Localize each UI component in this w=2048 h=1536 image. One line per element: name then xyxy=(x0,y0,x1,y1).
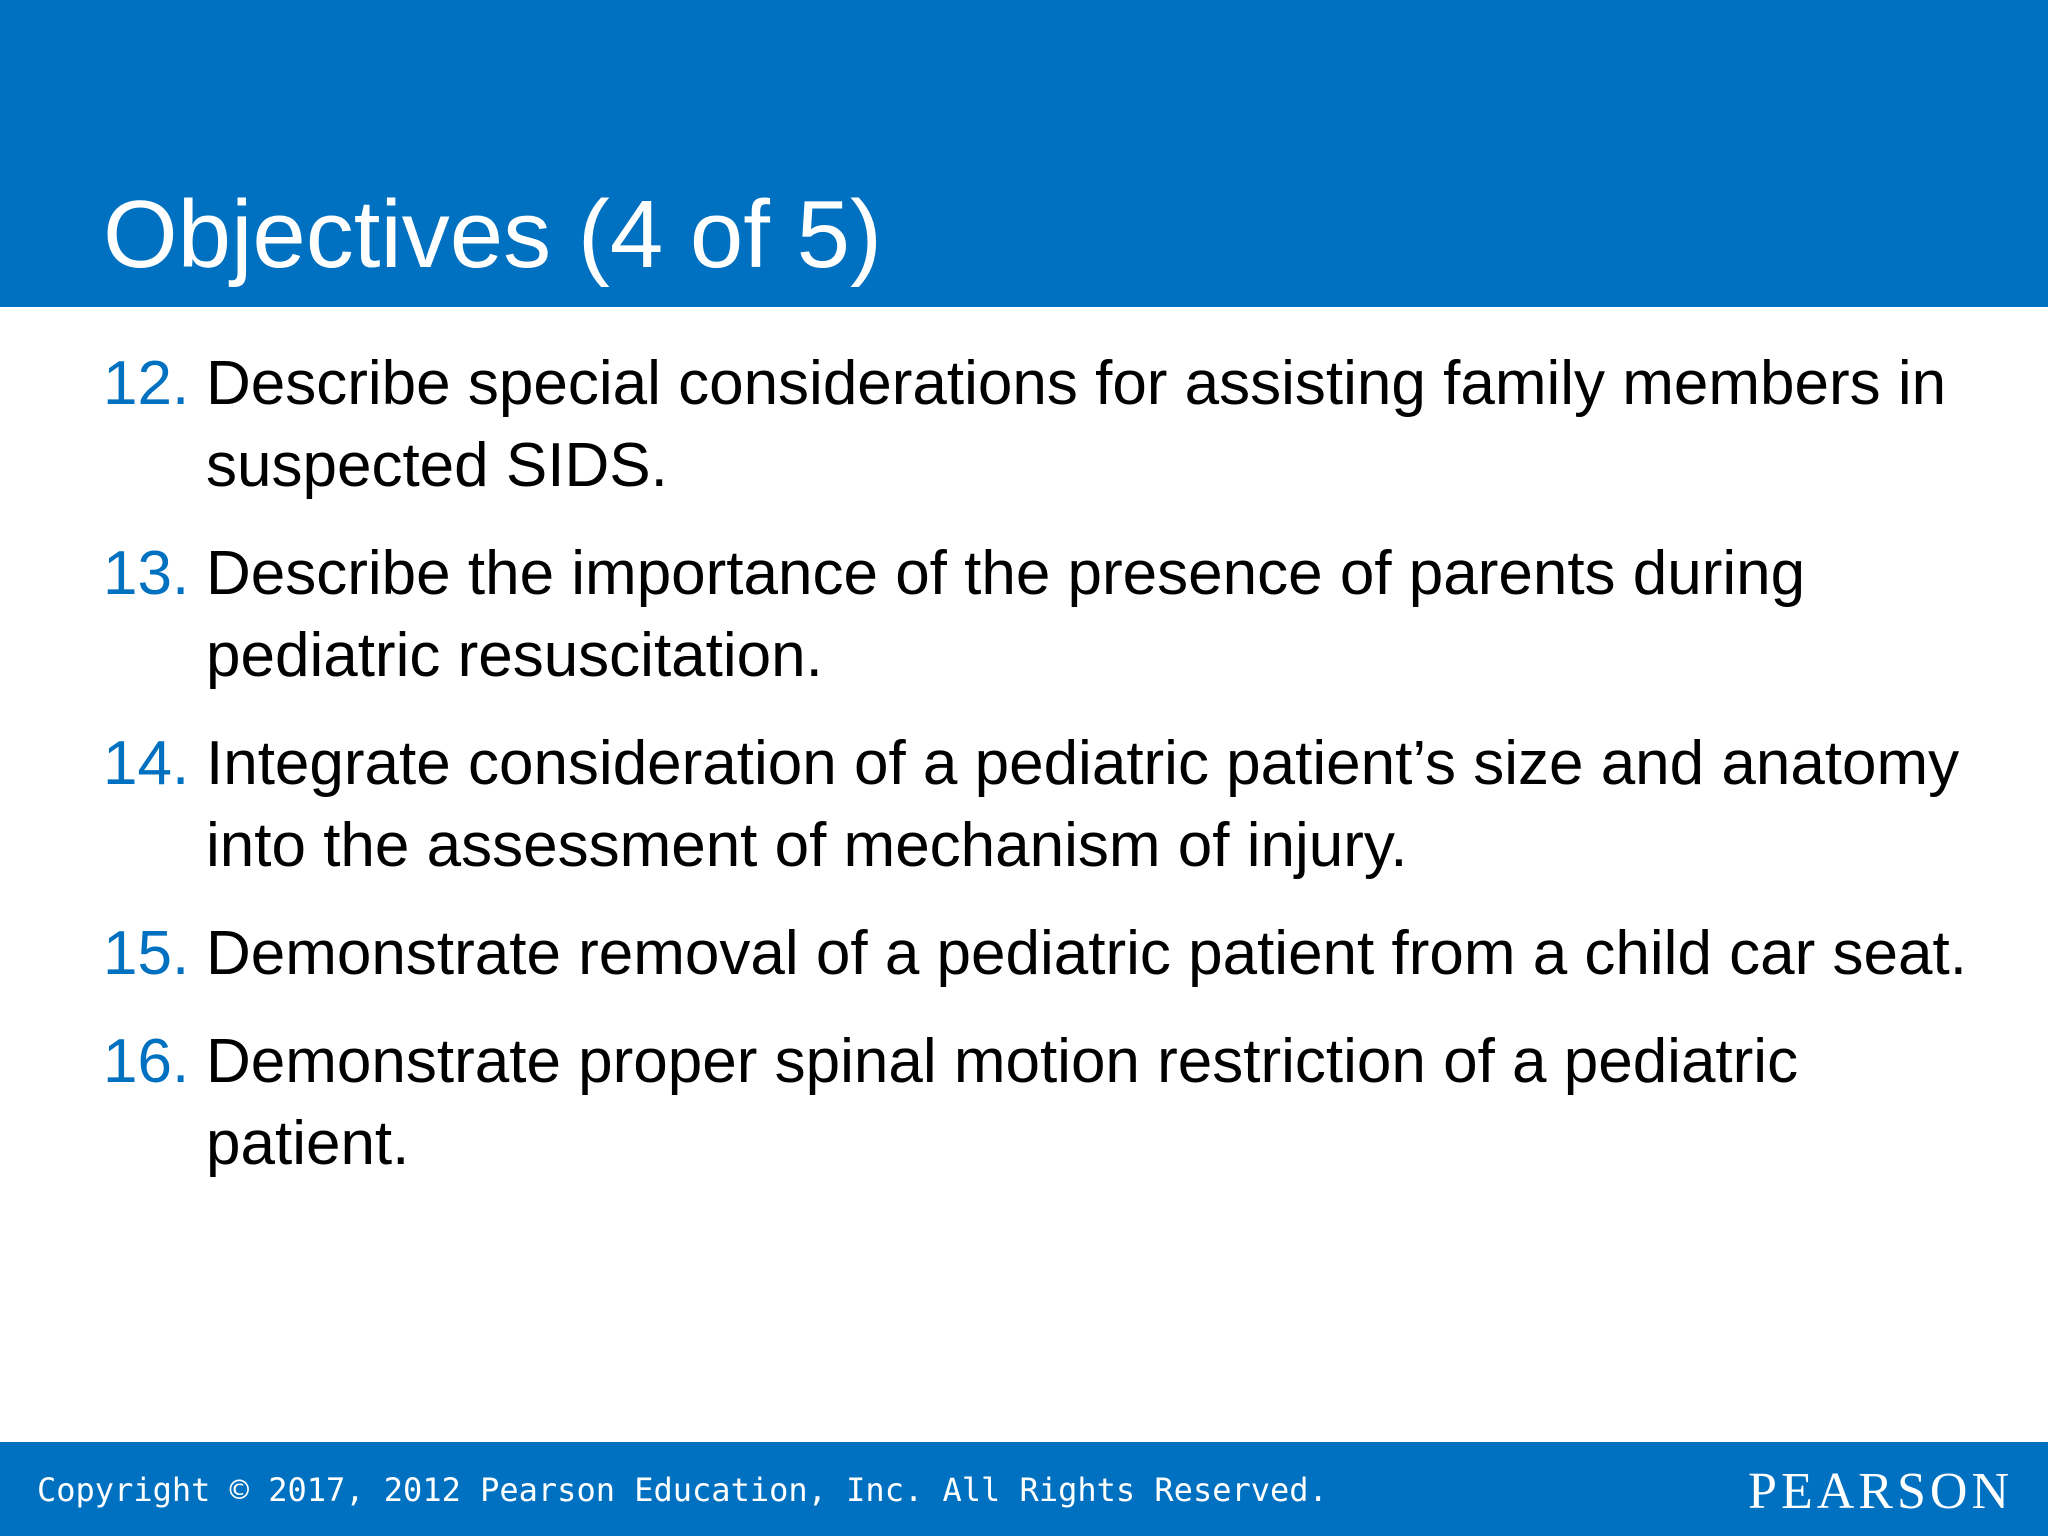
objective-number: 13. xyxy=(103,539,190,608)
objective-text: Describe the importance of the presence of parents during pediatric resuscitation. xyxy=(206,539,1806,690)
objective-number: 15. xyxy=(103,919,190,988)
objective-number: 12. xyxy=(103,349,190,418)
objectives-list xyxy=(103,343,1983,1211)
objective-number: 16. xyxy=(103,1027,190,1096)
objective-item xyxy=(103,1021,1983,1185)
objective-text: Describe special considerations for assisting family members in suspected SIDS. xyxy=(206,349,1947,500)
objective-item xyxy=(103,913,1983,995)
objective-number: 14. xyxy=(103,729,190,798)
objective-item xyxy=(103,343,1983,507)
objective-text: Integrate consideration of a pediatric patient’s size and anatomy into the assessment of mechanism of injury. xyxy=(206,729,1960,880)
pearson-logo: PEARSON xyxy=(1748,1463,2013,1520)
slide-title: Objectives (4 of 5) xyxy=(103,181,882,288)
objective-text: Demonstrate removal of a pediatric patient from a child car seat. xyxy=(206,919,1967,988)
objective-item xyxy=(103,533,1983,697)
copyright-notice: Copyright © 2017, 2012 Pearson Education, Inc. All Rights Reserved. xyxy=(37,1471,1328,1509)
objective-text: Demonstrate proper spinal motion restriction of a pediatric patient. xyxy=(206,1027,1799,1178)
objective-item xyxy=(103,723,1983,887)
